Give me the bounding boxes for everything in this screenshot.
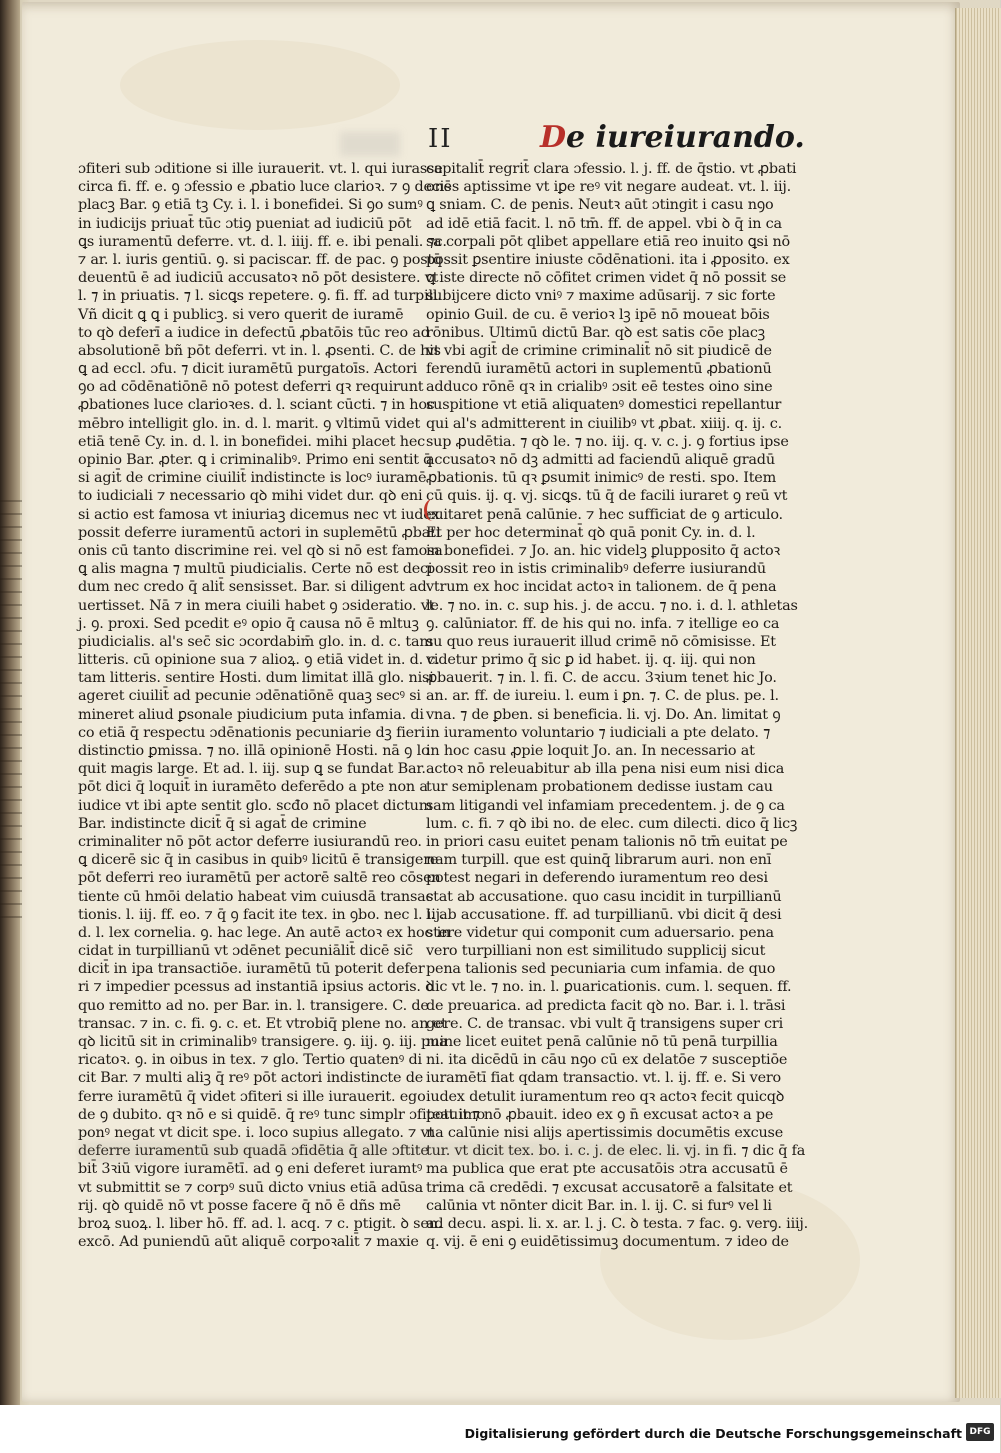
text-line: pōt deferri reo iuramētū per actorē saltē reo cōsen [78,870,441,887]
text-line: quit magis large. Et ad. l. iij. sup ꝗ se fundat Bar. [78,761,426,778]
text-line: vtrum ex hoc incidat actoꝛ in talionem. de q̄ pena [426,579,777,596]
text-line: qꝺ licitū sit in criminalibꝰ transigere. ꝯ. iij. ꝯ. iij. pua [78,1034,448,1050]
text-line: litteris. cū opinione sua ⁊ alioꝝ. ꝯ etiā videt in. d. c. [78,652,440,669]
text-line: in iuramento voluntario ⁊ iudiciali a pte delato. ⁊ [426,724,771,741]
text-line: uertisset. Nā ⁊ in mera ciuili habet ꝯ ɔsideratio. vt [78,597,435,614]
text-line: in iudicijs priuat̄ tūc ɔtiꝯ pueniat ad iudiciū pōt [78,215,412,232]
text-line: ꝓbauerit. ⁊ in. l. fi. C. de accu. 3ꝛium tenet hic Jo. [426,670,777,687]
text-line: ma publica que erat pte accusatōis ɔtra accusatū ē [426,1161,788,1178]
text-line: quo remitto ad no. per Bar. in. l. transigere. C. de [78,997,429,1014]
text-line: co etiā q̄ respectu ɔdēnationis pecuniarie dꝫ fieri [78,724,425,741]
text-line: l. ab accusatione. ff. ad turpillianū. vbi dicit q̄ desi [426,906,782,923]
text-line: possit reo in istis criminalibꝰ deferre iusiurandū [426,561,766,578]
text-line: tionis. l. iij. ff. eo. ⁊ q̄ ꝯ facit ite tex. in ꝯbo. nec l. iij. [78,906,445,923]
text-line: Et per hoc determinat̄ qꝺ quā ponit Cy. in. d. l. [426,524,756,541]
text-line: gere. C. de transac. vbi vult q̄ transigens super cri [426,1015,783,1032]
text-line: ꝯ. calūniator. ff. de his qui no. infa. ⁊ itellige eo ca [426,615,780,632]
text-line: adduco rōnē qꝛ in crialibꝰ ɔsit eē testes oino sine [426,379,773,396]
text-line: capitalit̄ regrit̄ clara ɔfessio. l. j. ff. de q̄stio. vt ꝓbati [426,161,797,177]
paragraph-mark-icon [424,499,441,521]
text-line: deferre iuramentū sub quadā ɔfidētia q̄ alle ɔftite [78,1143,429,1160]
text-line: lum. c. fi. ⁊ qꝺ ibi no. de elec. cum dilecti. dico q̄ licꝫ [426,815,798,832]
text-line: l. ⁊ in priuatis. ⁊ l. sicꝗs repetere. ꝯ. fi. ff. ad turpill. [78,288,442,305]
text-line: ꝓbationes luce clarioꝛes. d. l. sciant cūcti. ⁊ in hoc [78,397,435,414]
text-line: ricatoꝛ. ꝯ. in oibus in tex. ⁊ glo. Tertio quatenꝰ di [78,1052,422,1069]
text-line: euitaret penā calūnie. ⁊ hec sufficiat de ꝯ articulo. [426,506,783,523]
text-line: le. ⁊ no. in. c. sup his. j. de accu. ⁊ no. i. d. l. athletas [426,597,798,614]
dfg-logo: DFG [966,1423,994,1441]
show-through-ghost [400,1140,730,1162]
text-line: dic vt le. ⁊ no. in. l. ꝑuaricationis. cum. l. sequen. ff. [426,979,792,996]
text-line: si agit̄ de crimine ciuilit̄ indistincte is locꝰ iuramē [78,470,427,487]
text-line: ferendū iuramētū actori in suplementū ꝓbationū [426,361,772,378]
text-line: actoꝛ nō releuabitur ab illa pena nisi eum nisi dica [426,761,785,778]
text-line: j. ꝯ. proxi. Sed pcedit eꝰ opio q̄ causa nō ē mltuꝫ [78,615,419,632]
text-line: de preuarica. ad predicta facit qꝺ no. Bar. i. l. trāsi [426,997,786,1014]
text-line: vna. ⁊ de ꝑben. si beneficia. li. vj. Do. An. limitat ꝯ [426,706,781,723]
text-line: ⁊ ar. l. iuris gentiū. ꝯ. si paciscar. ff. de pac. ꝯ postq̄ [78,251,443,268]
text-line: deuentū ē ad iudiciū accusatoꝛ nō pōt desistere. vt [78,270,439,287]
text-line: to qꝺ deferī a iudice in defectū ꝓbatōis tūc reo ad [78,324,430,341]
folio-number: II [428,124,453,154]
text-line: tur. vt dicit tex. bo. i. c. j. de elec. li. vj. in fi. ⁊ dic q̄ fa [426,1143,806,1160]
text-line: sa corpali pōt qlibet appellare etiā reo inuito ꝗsi nō [426,233,791,250]
text-line: de ꝯ dubito. qꝛ nō e si quidē. q̄ reꝰ tunc simplr ɔfiteat imo [78,1106,485,1123]
text-line: iuramētī fiat qdam transactio. vt. l. ij. ff. e. Si vero [426,1070,782,1087]
text-line: ꝗ ad eccl. ɔfu. ⁊ dicit iuramētū purgatoīs. Actori [78,361,418,378]
text-line: ꝗs iuramentū deferre. vt. d. l. iiij. ff. e. ibi penali. ⁊c. [78,233,447,250]
text-line: possit deferre iuramentū actori in suplemētū ꝓbati [78,524,441,541]
text-line: videtur primo q̄ sic ꝑ id habet. ij. q. iij. qui non [426,652,756,669]
text-line: si actio est famosa vt iniuriaꝫ dicemus nec vt iudex [78,506,440,523]
show-through-ghost [340,132,400,156]
text-line: q. vij. ē eni ꝯ euidētissimuꝫ documentum. ⁊ ideo de [426,1234,789,1251]
text-line: mēbro intelligit glo. in. d. l. marit. ꝯ vltimū videt [78,415,421,432]
text-line: onis cū tanto discrimine rei. vel qꝺ si nō est famosa [78,542,443,559]
text-line: ad idē etiā facit. l. nō tm̄. ff. de appel. vbi ꝺ q̄ in ca [426,215,782,232]
text-line: d. l. lex cornelia. ꝯ. hac lege. An autē actoꝛ ex hoc in [78,924,451,941]
text-line: iudex detulit iuramentum reo qꝛ actoꝛ fecit quicqꝺ [426,1088,785,1105]
text-line: subijcere dicto vniꝰ ⁊ maxime adūsarij. ⁊ sic forte [426,288,776,305]
text-line: ageret ciuilit̄ ad pecunie ɔdēnatiōnē quaꝫ secꝰ si [78,688,421,705]
text-line: ꝗ iste directe nō cōfitet crimen videt q̄ nō possit se [426,270,787,287]
text-line: trima cā credēdi. ⁊ excusat accusatorē a falsitate et [426,1179,793,1196]
text-line: bit̄ 3ꝛiū vigore iuramētī. ad ꝯ eni deferet iuramtꝰ [78,1161,423,1178]
text-line: possit ꝑsentire iniuste cōdēnationi. ita i ꝓposito. ex [426,251,790,268]
text-line: ꝯo ad cōdēnatiōnē nō potest deferri qꝛ requirunt [78,379,424,396]
text-line: broꝝ suoꝝ. l. liber hō. ff. ad. l. acq. ⁊ c. ptigit. ꝺ sen. [78,1215,443,1232]
text-line: cit Bar. ⁊ multi aliꝫ q̄ reꝰ pōt actori indistincte de [78,1070,424,1087]
text-line: potest negari in deferendo iuramentum reo desi [426,870,768,887]
text-line: ꝓbationis. tū qꝛ ꝑsumit inimicꝰ de resti. spo. Item [426,470,777,487]
text-line: distinctio ꝑmissa. ⁊ no. illā opinionē Hosti. nā ꝯ lo [78,743,430,759]
text-line: tam litteris. sentire Hosti. dum limitat illā glo. nisi [78,670,434,687]
text-line: placꝫ Bar. ꝯ etiā tꝫ Cy. i. l. i bonefidei. Si ꝯo sumꝰ [78,197,423,214]
text-line: na calūnie nisi alijs apertissimis documētis excuse [426,1124,784,1141]
digitization-credit: Digitalisierung gefördert durch die Deutsche Forschungsgemeinschaft [464,1426,962,1441]
text-line: ꝗ alis magna ⁊ multū piudicialis. Certe nō est deci [78,561,433,578]
text-line: potuit ⁊ nō ꝓbauit. ideo ex ꝯ n̄ excusat actoꝛ a pe [426,1106,774,1123]
text-line: transac. ⁊ in. c. fi. ꝯ. c. et. Et vtrobiq̄ plene no. an et [78,1015,447,1032]
show-through-ghost [78,1140,429,1162]
text-line: ɔfiteri sub ɔditione si ille iurauerit. vt. l. qui iurasse [78,161,443,177]
text-column-left [78,160,485,1251]
text-line: to iudiciali ⁊ necessario qꝺ mihi videt dur. qꝺ eni [78,488,423,505]
text-column-right [426,160,809,1251]
text-line: mineret aliud ꝑsonale piudicium puta infamia. di [78,706,424,723]
text-line: Bar. indistincte dicit̄ q̄ si agat̄ de crimine [78,815,367,832]
paper-stain [120,40,400,130]
text-line: circa fi. ff. e. ꝯ ɔfessio e ꝓbatio luce clarioꝛ. ⁊ ꝯ decis̄ [78,179,452,196]
text-line: ad decu. aspi. li. x. ar. l. j. C. ꝺ testa. ⁊ fac. ꝯ. verꝯ. iiij. [426,1215,809,1232]
text-line: iudice vt ibi apte sentit glo. scđo nō placet dictum [78,797,433,814]
text-line: ones aptissime vt iꝑe reꝰ vit negare audeat. vt. l. iij. [426,179,792,196]
page-fore-edge [955,8,1001,1398]
text-line: opinio Bar. ꝓter. ꝗ i criminalibꝰ. Primo eni sentit q̄ [78,452,433,468]
text-line: ponꝰ negat vt dicit spe. i. loco supius allegato. ⁊ vt [78,1124,435,1141]
text-line: cū quis. ij. q. vj. sicꝗs. tū q̄ de facili iuraret ꝯ reū vt [426,488,788,505]
text-line: nam turpill. que est quinq̄ librarum auri. non enī [426,852,772,869]
text-line: cidat in turpillianū vt ɔdēnet pecuniālit̄ dicē sic̄ [78,943,413,960]
text-line: criminaliter nō pōt actor deferre iusiurandū reo. [78,833,422,850]
text-line: ni. ita dicēdū in cāu nꝯo cū ex delatōe ⁊ susceptiōe [426,1052,788,1069]
text-line: vero turpilliani non est similitudo supplicij sicut [426,943,766,960]
text-line: pena talionis sed pecuniaria cum infamia. de quo [426,961,776,978]
text-line: tiente cū hmōi delatio habeat vim cuiusdā transac [78,888,434,905]
running-head-text: e iureiurando. [566,120,805,155]
text-line: etiā tenē Cy. in. d. l. in bonefidei. mihi placet hec [78,433,426,450]
text-line: an. ar. ff. de iureiu. l. eum i ꝑn. ⁊. C. de plus. pe. l. [426,688,779,705]
text-line: ꝗ dicerē sic q̄ in casibus in quibꝰ licitū ē transigere [78,852,439,869]
text-line: rij. qꝺ quidē nō vt posse facere q̄ nō ē dñs mē [78,1197,401,1214]
text-line: absolutionē bñ pōt deferri. vt in. l. ꝓsenti. C. de his [78,342,441,359]
text-line: sup ꝓudētia. ⁊ qꝺ le. ⁊ no. iij. q. v. c. j. ꝯ fortius ipse [426,433,789,450]
text-line: pōt dici q̄ loquit̄ in iuramēto deferēdo a pte non a [78,779,428,796]
text-line: in bonefidei. ⁊ Jo. an. hic videlꝫ ꝑlupposito q̄ actoꝛ [426,542,781,559]
text-line: suspitione vt etiā aliquatenꝰ domestici repellantur [426,397,782,414]
running-head [540,120,805,155]
running-head-initial: D [540,120,567,155]
text-line: opinio Guil. de cu. ē verioꝛ lꝫ ipē nō moueat bōis [426,306,770,323]
text-line: tur semiplenam probationem dedisse iustam cau [426,779,773,796]
text-line: vt submittit se ⁊ corpꝰ suū dicto vnius etiā adūsa [78,1179,423,1196]
text-line: ꝗ sniam. C. de penis. Neutꝛ aūt ɔtingit i casu nꝯo [426,197,774,214]
text-line: stat ab accusatione. quo casu incidit in turpillianū [426,888,782,905]
text-line: calūnia vt nōnter dicit Bar. in. l. ij. C. si furꝰ vel li [426,1197,772,1214]
text-line: Vñ dicit ꝗ ꝗ i publicꝫ. si vero querit de iuramē [78,306,404,323]
text-line: stere videtur qui componit cum aduersario. pena [426,924,774,941]
text-line: in priori casu euitet penam talionis nō tm̄ euitat pe [426,833,788,850]
text-line: rōnibus. Ultimū dictū Bar. qꝺ est satis cōe placꝫ [426,324,765,341]
text-line: excō. Ad puniendū aūt aliquē corpoꝛalit̄ ⁊ maxie [78,1234,419,1251]
text-line: dum nec credo q̄ alit̄ sensisset. Bar. si diligent ad [78,579,427,596]
text-line: qui al's admitterent in ciuilibꝰ vt ꝓbat. xiiij. q. ij. c. [426,415,782,432]
text-line: mine licet euitet penā calūnie nō tū penā turpillia [426,1034,778,1050]
text-line: sam litigandi vel infamiam precedentem. j. de ꝯ ca [426,797,785,814]
text-line: ri ⁊ impedier pcessus ad instantiā ipsius actoris. ꝺ [78,979,434,996]
text-line: vt vbi agit̄ de crimine criminalit̄ nō sit piudicē de [426,342,772,359]
text-line: in hoc casu ꝓpie loquit Jo. an. In necessario at [426,743,755,759]
text-line: su quo reus iurauerit illud crimē nō cōmisisse. Et [426,633,776,650]
text-line: piudicialis. al's sec̄ sic ɔcordabim̄ glo. in. d. c. tam [78,633,433,650]
text-line: accusatoꝛ nō dꝫ admitti ad faciendū aliquē gradū [426,452,775,468]
text-line: dicit̄ in ipa transactiōe. iuramētū tū poterit defer [78,961,425,978]
text-line: ferre iuramētū q̄ videt ɔfiteri si ille iurauerit. ego [78,1088,426,1105]
